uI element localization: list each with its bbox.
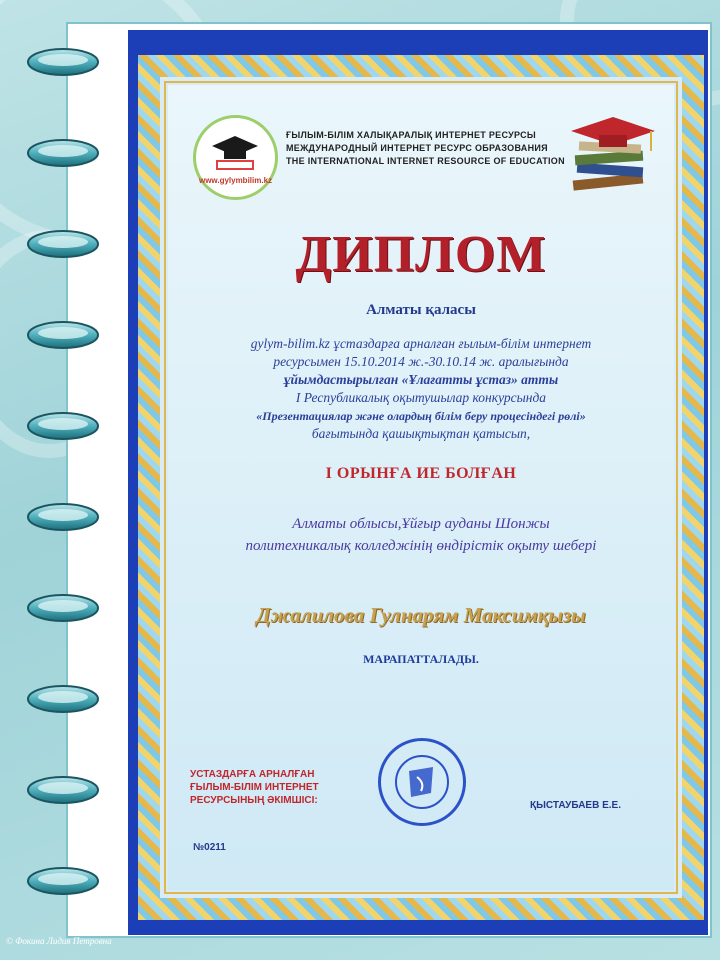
spiral-ring-icon <box>26 866 100 896</box>
place-award: I ОРЫНҒА ИЕ БОЛҒАН <box>325 465 517 482</box>
header-line: THE INTERNATIONAL INTERNET RESOURCE OF EDUCATION <box>286 156 565 166</box>
spiral-ring-icon <box>26 684 100 714</box>
books-icon <box>563 115 663 205</box>
spiral-ring-icon <box>26 138 100 168</box>
org-line: политехникалық колледжінің өндірістік оқыту шебері <box>245 538 597 554</box>
header-line: МЕЖДУНАРОДНЫЙ ИНТЕРНЕТ РЕСУРС ОБРАЗОВАНИЯ <box>286 143 548 153</box>
diploma <box>138 55 704 920</box>
paragraph-line: ұйымдастырылған «Ұлағатты ұстаз» атты <box>283 372 559 387</box>
city-label: Алматы қаласы <box>366 302 476 318</box>
recipient-name: Джалилова Гулнарям Максимқызы <box>256 603 586 627</box>
official-stamp <box>378 738 466 826</box>
paragraph-line: ресурсымен 15.10.2014 ж.-30.10.14 ж. аралығында <box>273 354 569 369</box>
spiral-ring-icon <box>26 775 100 805</box>
spiral-ring-icon <box>26 502 100 532</box>
spiral-ring-icon <box>26 320 100 350</box>
paragraph-line: I Республикалық оқытушылар конкурсында <box>295 390 547 405</box>
signer-title-line: РЕСУРСЫНЫҢ ӘКІМШІСІ: <box>190 795 318 806</box>
paragraph-line: gylym-bilim.kz ұстаздарға арналған ғылым-білім интернет <box>250 336 592 351</box>
resource-header <box>286 129 576 168</box>
description-paragraph <box>178 335 664 443</box>
organization-text <box>178 513 664 557</box>
paragraph-line: «Презентациялар және олардың білім беру процесіндегі рөлі» <box>256 409 586 423</box>
diploma-number: №0211 <box>193 842 226 853</box>
stamp-emblem-icon <box>381 741 463 823</box>
spiral-ring-icon <box>26 229 100 259</box>
signer-title-line: УСТАЗДАРҒА АРНАЛҒАН <box>190 769 315 780</box>
spiral-ring-icon <box>26 411 100 441</box>
author-signature: © Фокина Лидия Петровна <box>6 936 112 946</box>
spiral-ring-icon <box>26 47 100 77</box>
diploma-title: ДИПЛОМ <box>295 226 547 283</box>
resource-logo <box>193 115 278 200</box>
logo-url: www.gylymbilim.kz <box>198 176 273 185</box>
signer-title-line: ҒЫЛЫМ-БІЛІМ ИНТЕРНЕТ <box>190 782 319 793</box>
signer-name: ҚЫСТАУБАЕВ Е.Е. <box>530 800 622 811</box>
signer-title <box>190 768 390 807</box>
graduation-cap-icon <box>196 118 275 197</box>
paragraph-line: бағытында қашықтықтан қатысып, <box>311 426 531 441</box>
header-line: ҒЫЛЫМ-БІЛІМ ХАЛЫҚАРАЛЫҚ ИНТЕРНЕТ РЕСУРСЫ <box>286 130 537 140</box>
awarded-label: МАРАПАТТАЛАДЫ. <box>363 652 479 666</box>
spiral-ring-icon <box>26 593 100 623</box>
org-line: Алматы облысы,Ұйғыр ауданы Шонжы <box>292 516 550 532</box>
